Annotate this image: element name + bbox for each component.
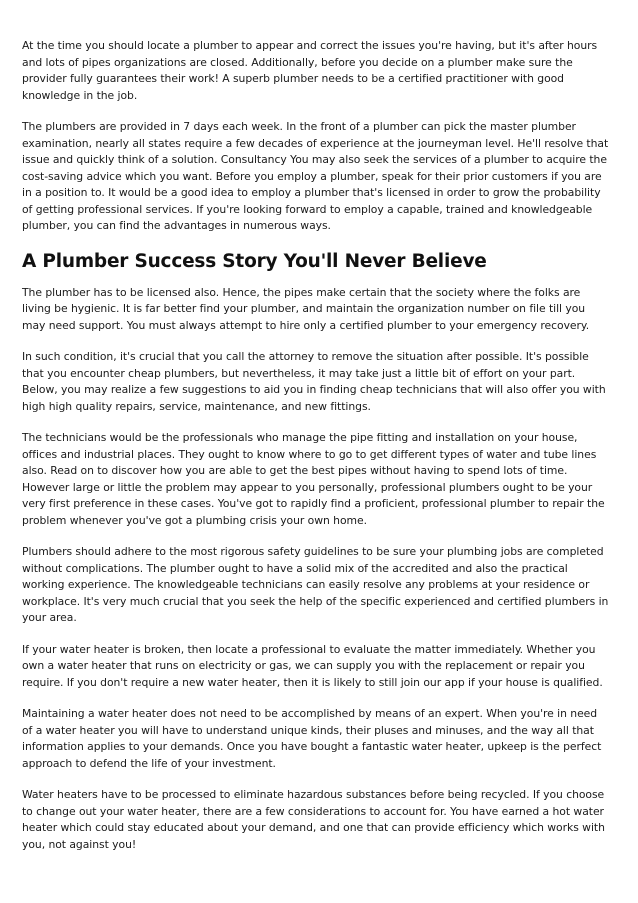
body-paragraph-3: The technicians would be the professionals who manage the pipe fitting and installation on your house, offices and industrial places. They ought to know where to go to get different types of water and tube lines also. Read on to discover how you are able to get the best pipes without having to spend lots of time. However large or little the problem may appear to you personally, professional plumbers ought to be your very first preference in these cases. You've got to rapidly find a proficient, professional plumber to repair the problem whenever you've got a plumbing crisis your own home.	[22, 431, 605, 527]
intro-paragraph-2: The plumbers are provided in 7 days each week. In the front of a plumber can pick the master plumber examination, nearly all states require a few decades of experience at the journeyman level. He'll resolve that issue and quickly think of a solution. Consultancy You may also seek the services of a plumber to acquire the cost-saving advice which you want. Before you employ a plumber, speak for their prior customers if you are in a position to. It would be a good idea to employ a plumber that's licensed in order to grow the probability of getting professional services. If you're looking forward to employ a capable, trained and knowledgeable plumber, you can find the advantages in numerous ways.	[22, 120, 609, 232]
body-paragraph-4: Plumbers should adhere to the most rigorous safety guidelines to be sure your plumbing jobs are completed without complications. The plumber ought to have a solid mix of the accredited and also the practical working experience. The knowledgeable technicians can easily resolve any problems at your residence or workplace. It's very much crucial that you seek the help of the specific experienced and certified plumbers in your area.	[22, 545, 609, 624]
body-paragraph-6: Maintaining a water heater does not need to be accomplished by means of an expert. When you're in need of a water heater you will have to understand unique kinds, their pluses and minuses, and the way all that information applies to your demands. Once you have bought a fantastic water heater, upkeep is the perfect approach to defend the life of your investment.	[22, 707, 602, 770]
body-paragraph-7: Water heaters have to be processed to eliminate hazardous substances before being recycled. If you choose to change out your water heater, there are a few considerations to account for. You have earned a hot water heater which could stay educated about your demand, and one that can provide efficiency which works with you, not against you!	[22, 788, 605, 851]
intro-paragraph-1: At the time you should locate a plumber to appear and correct the issues you're having, but it's after hours and lots of pipes organizations are closed. Additionally, before you decide on a plumber make sure the provider fully guarantees their work! A superb plumber needs to be a certified practitioner with good knowledge in the job.	[22, 39, 598, 102]
body-paragraph-1: The plumber has to be licensed also. Hence, the pipes make certain that the society where the folks are living be hygienic. It is far better find your plumber, and maintain the organization number on file till you may need support. You must always attempt to hire only a certified plumber to your emergency recovery.	[22, 285, 590, 332]
body-paragraph-2: In such condition, it's crucial that you call the attorney to remove the situation after possible. It's possible that you encounter cheap plumbers, but nevertheless, it may take just a little bit of effort on your part. Below, you may realize a few suggestions to aid you in finding cheap technicians that will also offer you with high high quality repairs, service, maintenance, and new fittings.	[22, 350, 606, 413]
section-heading: A Plumber Success Story You'll Never Believe	[22, 250, 487, 272]
body-paragraph-5: If your water heater is broken, then locate a professional to evaluate the matter immediately. Whether you own a water heater that runs on electricity or gas, we can supply you with the replacement or repair you require. If you don't require a new water heater, then it is likely to still join our app if your house is qualified.	[22, 642, 603, 689]
document-page	[22, 38, 610, 868]
